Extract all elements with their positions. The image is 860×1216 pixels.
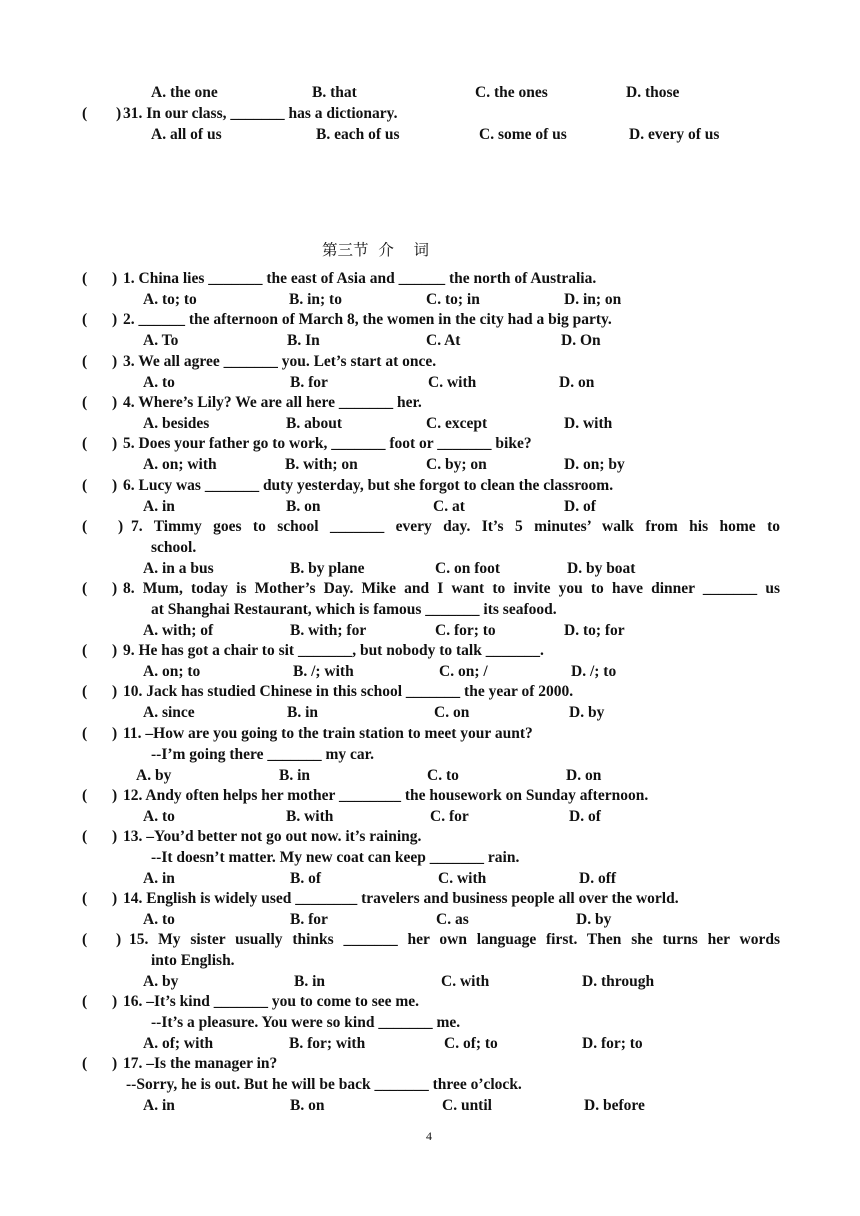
option-a: A. of; with: [143, 1035, 214, 1052]
answer-paren[interactable]: (: [82, 1055, 88, 1072]
question-stem-continued: at Shanghai Restaurant, which is famous _______ its seafood.: [151, 601, 557, 618]
question-stem: 14. English is widely used ________ travelers and business people all over the world.: [123, 890, 679, 907]
question-stem: 9. He has got a chair to sit _______, but nobody to talk _______.: [123, 642, 544, 659]
option-c: C. except: [426, 415, 488, 432]
option-c: C. with: [438, 870, 487, 887]
q31-option-d: D. every of us: [629, 126, 720, 143]
question-stem: 12. Andy often helps her mother ________ the housework on Sunday afternoon.: [123, 787, 649, 804]
answer-paren[interactable]: (: [82, 642, 88, 659]
option-a: A. on; with: [143, 456, 217, 473]
question-stem-continued: --Sorry, he is out. But he will be back _______ three o’clock.: [126, 1076, 522, 1093]
answer-paren[interactable]: (: [82, 311, 88, 328]
answer-paren-close: ): [112, 1055, 118, 1072]
answer-paren-close: ): [112, 311, 118, 328]
option-c: C. on: [434, 704, 470, 721]
option-b: B. for: [290, 374, 328, 391]
answer-paren-close: ): [116, 105, 122, 122]
option-a: A. in: [143, 870, 175, 887]
option-a: A. to: [143, 374, 175, 391]
question-stem: 15. My sister usually thinks _______ her own language first. Then she turns her words: [129, 931, 780, 948]
option-c: C. with: [441, 973, 490, 990]
question-stem: 4. Where’s Lily? We are all here _______ her.: [123, 394, 422, 411]
answer-paren-close: ): [112, 270, 118, 287]
option-d: D. on; by: [564, 456, 625, 473]
option-c: C. until: [442, 1097, 492, 1114]
option-a: A. To: [143, 332, 179, 349]
option-a: A. in: [143, 1097, 175, 1114]
option-b: B. for; with: [289, 1035, 366, 1052]
question-stem: 3. We all agree _______ you. Let’s start at once.: [123, 353, 437, 370]
option-c: C. to; in: [426, 291, 480, 308]
answer-paren[interactable]: (: [82, 580, 88, 597]
option-d: D. On: [561, 332, 601, 349]
option-b: B. in: [287, 704, 319, 721]
question-stem-continued: school.: [151, 539, 197, 556]
question-stem: 1. China lies _______ the east of Asia and ______ the north of Australia.: [123, 270, 597, 287]
option-d: D. of: [564, 498, 596, 515]
answer-paren-close: ): [112, 642, 118, 659]
option-c: C. on; /: [439, 663, 488, 680]
question-stem: 16. –It’s kind _______ you to come to see me.: [123, 993, 420, 1010]
option-a: A. in: [143, 498, 175, 515]
q30-option-b: B. that: [312, 84, 357, 101]
answer-paren-close: ): [116, 931, 122, 948]
option-c: C. by; on: [426, 456, 487, 473]
option-d: D. on: [566, 767, 602, 784]
option-b: B. on: [290, 1097, 325, 1114]
option-c: C. to: [427, 767, 459, 784]
page-number: 4: [426, 1129, 432, 1143]
option-b: B. in: [279, 767, 311, 784]
option-a: A. in a bus: [143, 560, 214, 577]
option-a: A. by: [136, 767, 172, 784]
question-stem: 31. In our class, _______ has a dictionary.: [123, 105, 398, 122]
answer-paren-close: ): [112, 394, 118, 411]
answer-paren-close: ): [112, 725, 118, 742]
option-a: A. to: [143, 911, 175, 928]
answer-paren[interactable]: (: [82, 993, 88, 1010]
question-stem: 8. Mum, today is Mother’s Day. Mike and I want to invite you to have dinner _______ us: [123, 580, 780, 597]
question-stem: 6. Lucy was _______ duty yesterday, but she forgot to clean the classroom.: [123, 477, 614, 494]
option-d: D. for; to: [582, 1035, 643, 1052]
option-b: B. about: [286, 415, 342, 432]
answer-paren[interactable]: (: [82, 394, 88, 411]
answer-paren[interactable]: (: [82, 890, 88, 907]
answer-paren[interactable]: (: [82, 518, 88, 535]
option-c: C. for; to: [435, 622, 496, 639]
option-d: D. to; for: [564, 622, 625, 639]
answer-paren-close: ): [112, 890, 118, 907]
question-stem-continued: into English.: [151, 952, 235, 969]
section-title: 第三节 介 词: [322, 241, 430, 259]
question-stem: 13. –You’d better not go out now. it’s raining.: [123, 828, 422, 845]
option-d: D. /; to: [571, 663, 617, 680]
option-b: B. In: [287, 332, 320, 349]
answer-paren[interactable]: (: [82, 477, 88, 494]
question-stem: 11. –How are you going to the train station to meet your aunt?: [123, 725, 533, 742]
option-b: B. with: [286, 808, 334, 825]
option-b: B. on: [286, 498, 321, 515]
option-a: A. to: [143, 808, 175, 825]
option-b: B. for: [290, 911, 328, 928]
option-d: D. on: [559, 374, 595, 391]
question-stem: 2. ______ the afternoon of March 8, the women in the city had a big party.: [123, 311, 612, 328]
q30-option-d: D. those: [626, 84, 680, 101]
question-stem: 5. Does your father go to work, _______ foot or _______ bike?: [123, 435, 532, 452]
option-c: C. for: [430, 808, 469, 825]
answer-paren[interactable]: (: [82, 105, 88, 122]
answer-paren-close: ): [112, 435, 118, 452]
option-d: D. before: [584, 1097, 645, 1114]
q30-option-c: C. the ones: [475, 84, 548, 101]
option-a: A. with; of: [143, 622, 214, 639]
option-b: B. /; with: [293, 663, 354, 680]
question-stem-continued: --It doesn’t matter. My new coat can keep _______ rain.: [151, 849, 520, 866]
question-stem-continued: --It’s a pleasure. You were so kind _______ me.: [151, 1014, 461, 1031]
answer-paren[interactable]: (: [82, 931, 88, 948]
option-d: D. with: [564, 415, 613, 432]
option-a: A. to; to: [143, 291, 197, 308]
option-b: B. with; on: [285, 456, 358, 473]
answer-paren-close: ): [112, 828, 118, 845]
answer-paren-close: ): [112, 993, 118, 1010]
option-b: B. in: [294, 973, 326, 990]
answer-paren-close: ): [112, 787, 118, 804]
option-d: D. off: [579, 870, 617, 887]
q31-option-b: B. each of us: [316, 126, 400, 143]
option-b: B. of: [290, 870, 321, 887]
option-b: B. in; to: [289, 291, 342, 308]
option-c: C. of; to: [444, 1035, 498, 1052]
option-c: C. At: [426, 332, 461, 349]
question-stem: 17. –Is the manager in?: [123, 1055, 278, 1072]
option-d: D. of: [569, 808, 601, 825]
option-c: C. with: [428, 374, 477, 391]
option-a: A. since: [143, 704, 195, 721]
answer-paren[interactable]: (: [82, 270, 88, 287]
question-stem: 7. Timmy goes to school _______ every day. It’s 5 minutes’ walk from his home to: [131, 518, 780, 535]
option-b: B. by plane: [290, 560, 365, 577]
q30-option-a: A. the one: [151, 84, 218, 101]
answer-paren-close: ): [112, 580, 118, 597]
option-d: D. by: [576, 911, 612, 928]
option-b: B. with; for: [290, 622, 367, 639]
answer-paren-close: ): [112, 477, 118, 494]
option-d: D. by: [569, 704, 605, 721]
answer-paren[interactable]: (: [82, 787, 88, 804]
answer-paren[interactable]: (: [82, 435, 88, 452]
option-a: A. on; to: [143, 663, 201, 680]
option-d: D. in; on: [564, 291, 622, 308]
option-c: C. on foot: [435, 560, 501, 577]
option-d: D. through: [582, 973, 655, 990]
answer-paren-close: ): [118, 518, 124, 535]
option-c: C. at: [433, 498, 465, 515]
q31-option-a: A. all of us: [151, 126, 222, 143]
question-stem-continued: --I’m going there _______ my car.: [151, 746, 374, 763]
option-d: D. by boat: [567, 560, 636, 577]
question-stem: 10. Jack has studied Chinese in this school _______ the year of 2000.: [123, 683, 574, 700]
answer-paren[interactable]: (: [82, 725, 88, 742]
answer-paren-close: ): [112, 683, 118, 700]
option-c: C. as: [436, 911, 469, 928]
option-a: A. besides: [143, 415, 210, 432]
option-a: A. by: [143, 973, 179, 990]
answer-paren[interactable]: (: [82, 828, 88, 845]
answer-paren[interactable]: (: [82, 683, 88, 700]
answer-paren[interactable]: (: [82, 353, 88, 370]
q31-option-c: C. some of us: [479, 126, 567, 143]
answer-paren-close: ): [112, 353, 118, 370]
